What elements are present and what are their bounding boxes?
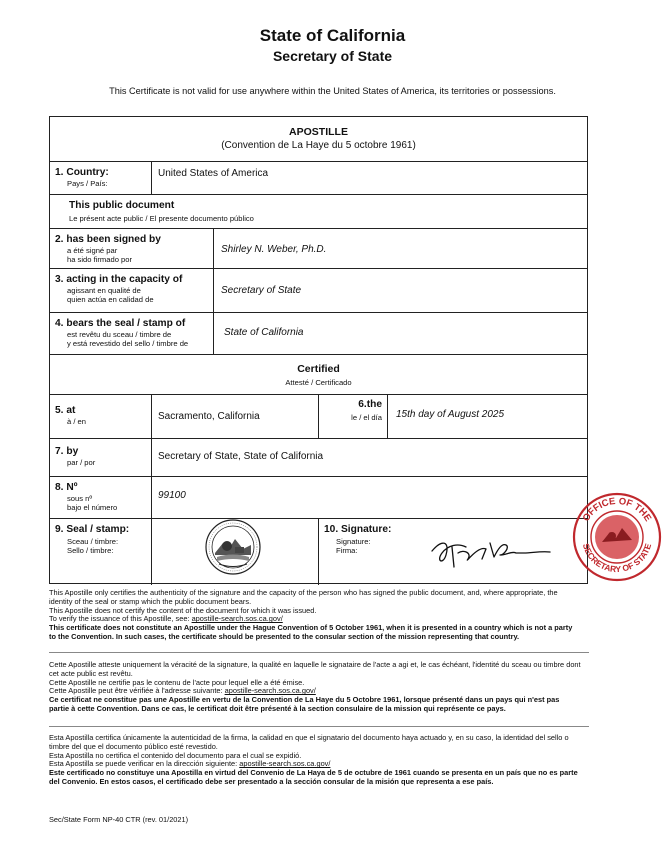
capacity-label: 3. acting in the capacity of agissant en qualité de quien actúa en calidad de [55, 274, 183, 304]
validity-notice: This Certificate is not valid for use anywhere within the United States of America, its territories or possessions. [109, 86, 556, 96]
public-document-row [50, 195, 587, 229]
notes-french: Cette Apostille atteste uniquement la véracité de la signature, la qualité en laquelle le signataire de l'acte a agi et, le cas échéant, l'identité du sceau ou timbre dont cet acte public est revêtu. Cette Apostille ne certifie pas le contenu de l'acte pour lequel elle a été émise. Cette Apostille peut être vérifiée à l'adresse suivante: apostille-search.sos.ca.gov/ Ce certificat ne constitue pas une Apostille en vertu de la Convention de La Haye du 5 Octobre 1961, lorsque présenté dans un pays qui n'est pas partie à cette Convention. Dans ce cas, le certificat doit être présenté à la section consulaire de la mission qui représente ce pays. [49, 660, 581, 713]
capacity-row [50, 269, 587, 313]
place-date-row [50, 395, 587, 439]
date-label: 6.the le / el día [351, 399, 382, 422]
issued-by-label: 7. by par / por [55, 446, 96, 467]
issued-by-row [50, 439, 587, 477]
verify-link-en[interactable]: apostille-search.sos.ca.gov/ [191, 614, 283, 624]
seal-of-row [50, 313, 587, 355]
apostille-form [49, 116, 588, 584]
signed-by-label: 2. has been signed by a été signé par ha sido firmado por [55, 234, 161, 264]
date-value: 15th day of August 2025 [396, 409, 505, 420]
signed-by-row [50, 229, 587, 269]
signature-label: 10. Signature: Signature: Firma: [324, 524, 392, 555]
certified-subtitle: Attesté / Certificado [285, 378, 352, 387]
signer-name: Shirley N. Weber, Ph.D. [221, 244, 327, 255]
place-value: Sacramento, California [158, 411, 260, 422]
verify-link-es[interactable]: apostille-search.sos.ca.gov/ [239, 759, 331, 769]
capacity-value: Secretary of State [221, 285, 302, 296]
state-seal-icon [205, 519, 261, 575]
notes-english: This Apostille only certifies the authenticity of the signature and the capacity of the person who has signed the public document, and, where appropriate, the identity of the seal or stamp which the public document bears. This Apostille does not certify the content of the document for which it was issued. To verify the issuance of this Apostille, see: apostille-search.sos.ca.gov/ This certificate does not constitute an Apostille under the Hague Convention of 5 October 1961, when it is presented in a country which is not a party to the Convention. In such cases, the certificate should be presented to the consular section of the mission representing that country. [49, 588, 573, 641]
country-row [50, 162, 587, 195]
number-row [50, 477, 587, 519]
form-number: Sec/State Form NP-40 CTR (rev. 01/2021) [49, 815, 189, 824]
seal-stamp-label: 9. Seal / stamp: Sceau / timbre: Sello / timbre: [55, 524, 130, 555]
seal-of-label: 4. bears the seal / stamp of est revêtu du sceau / timbre de y está revestido del sello / timbre de [55, 318, 189, 348]
stamp-top-text: OFFICE OF THE [580, 495, 654, 524]
apostille-title-row [50, 117, 587, 162]
divider [49, 726, 589, 727]
apostille-number: 99100 [158, 490, 186, 501]
issued-by-value: Secretary of State, State of California [158, 451, 324, 462]
apostille-title: APOSTILLE [289, 126, 348, 138]
country-label: 1. Country: Pays / País: [55, 167, 109, 188]
document-title: State of California [259, 26, 406, 45]
certified-row [50, 355, 587, 395]
document-subtitle: Secretary of State [272, 48, 393, 64]
country-value: United States of America [158, 168, 269, 179]
secretary-of-state-stamp-icon [572, 492, 662, 582]
public-document-label: This public document Le présent acte public / El presente documento público [69, 200, 254, 223]
signature-mark [428, 531, 558, 571]
divider [49, 652, 589, 653]
notes-spanish: Esta Apostilla certifica únicamente la autenticidad de la firma, la calidad en que el signatario del documento haya actuado y, en su caso, la identidad del sello o timbre del que el documento público esté revestido. Esta Apostilla no certifica el contenido del documento para el cual se expidió. Esta Apostilla se puede verificar en la dirección siguiente: apostille-search.sos.ca.gov/ Este certificado no constituye una Apostilla en virtud del Convenio de La Haya de 5 de octubre de 1961 cuando se presenta en un país que no es parte del Convenio. En estos casos, el certificado debe ser presentado a la sección consular de la misión que representa a ese país. [49, 733, 578, 786]
apostille-convention: (Convention de La Haye du 5 octobre 1961) [221, 140, 416, 151]
certified-title: Certified [297, 363, 340, 375]
number-label: 8. Nº sous nº bajo el número [55, 482, 118, 512]
seal-of-value: State of California [224, 327, 304, 338]
verify-link-fr[interactable]: apostille-search.sos.ca.gov/ [224, 686, 316, 696]
place-label: 5. at à / en [55, 405, 86, 426]
stamp-bottom-text: SECRETARY OF STATE [580, 542, 654, 575]
